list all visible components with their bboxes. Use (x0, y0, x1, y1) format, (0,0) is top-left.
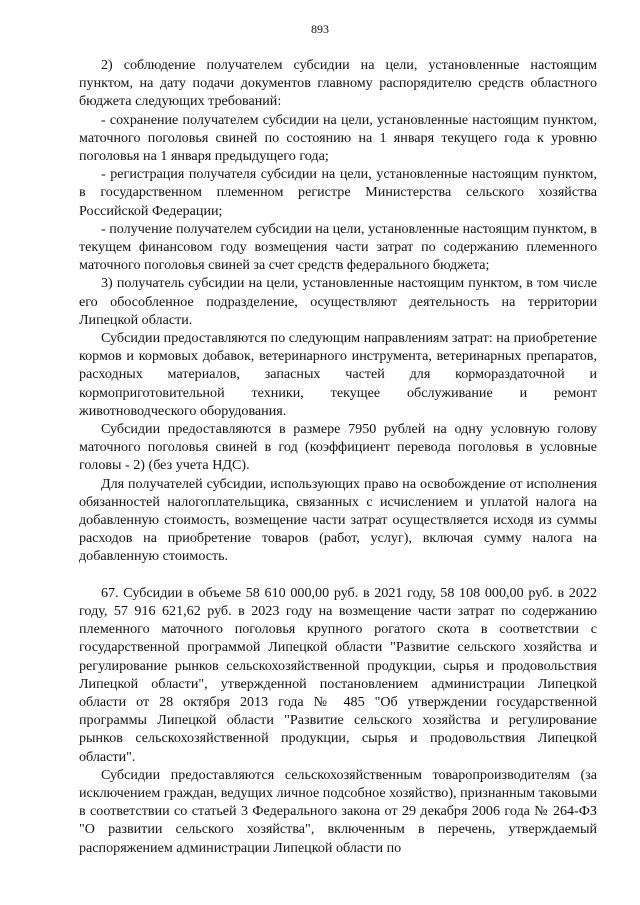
paragraph-cost-directions: Субсидии предоставляются по следующим направлениям затрат: на приобретение кормов и кормовых добавок, ветеринарного инструмента, ветеринарных препаратов, расходных материалов, запасных частей для кормораздаточной и кормоприготовительной техники, текущее обслуживание и ремонт животноводческого оборудования. (79, 330, 597, 419)
paragraph-territory: 3) получатель субсидии на цели, установленные настоящим пунктом, в том числе его обособленное подразделение, осуществляют деятельность на территории Липецкой области. (79, 275, 597, 328)
paragraph-item-67: 67. Субсидии в объеме 58 610 000,00 руб. в 2021 году, 58 108 000,00 руб. в 2022 году, 57 916 621,62 руб. в 2023 году на возмещение части затрат по содержанию племенного маточного поголовья крупного рогатого скота в соответствии с государственной программой Липецкой области "Развитие сельского хозяйства и регулирование рынков сельскохозяйственной продукции, сырья и продовольствия Липецкой области", утвержденной постановлением администрации Липецкой области от 28 октября 2013 года № 485 "Об утверждении государственной программы Липецкой области "Развитие сельского хозяйства и регулирование рынков сельскохозяйственной продукции, сырья и продовольствия Липецкой области". (79, 584, 597, 765)
paragraph-vat: Для получателей субсидии, использующих право на освобождение от исполнения обязанностей налогоплательщика, связанных с исчислением и уплатой налога на добавленную стоимость, возмещение части затрат осуществляется исходя из суммы расходов на приобретение товаров (работ, услуг), включая сумму налога на добавленную стоимость. (79, 475, 597, 565)
document-body (79, 56, 597, 857)
paragraph-requirement-livestock: - сохранение получателем субсидии на цели, установленные настоящим пунктом, маточного поголовья свиней по состоянию на 1 января текущего года к уровню поголовья на 1 января предыдущего года; (79, 111, 597, 165)
paragraph-subsidy-rate: Субсидии предоставляются в размере 7950 рублей на одну условную голову маточного поголовья свиней в год (коэффициент перевода поголовья в условные головы - 2) (без учета НДС). (79, 421, 597, 474)
paragraph-requirements: 2) соблюдение получателем субсидии на цели, установленные настоящим пунктом, на дату подачи документов главному распорядителю средств областного бюджета следующих требований: (79, 57, 597, 110)
paragraph-recipients: Субсидии предоставляются сельскохозяйственным товаропроизводителям (за исключением граждан, ведущих личное подсобное хозяйство), признанным таковыми в соответствии со статьей 3 Федерального закона от 29 декабря 2006 года № 264-ФЗ "О развитии сельского хозяйства", включенным в перечень, утверждаемый распоряжением администрации Липецкой области по (79, 766, 597, 856)
paragraph-requirement-federal: - получение получателем субсидии на цели, установленные настоящим пунктом, в текущем финансовом году возмещения части затрат по содержанию племенного маточного поголовья свиней за счет средств федерального бюджета; (79, 220, 597, 274)
paragraph-requirement-registry: - регистрация получателя субсидии на цели, установленные настоящим пунктом, в государственном племенном регистре Министерства сельского хозяйства Российской Федерации; (79, 166, 597, 219)
page-number: 893 (311, 22, 329, 36)
